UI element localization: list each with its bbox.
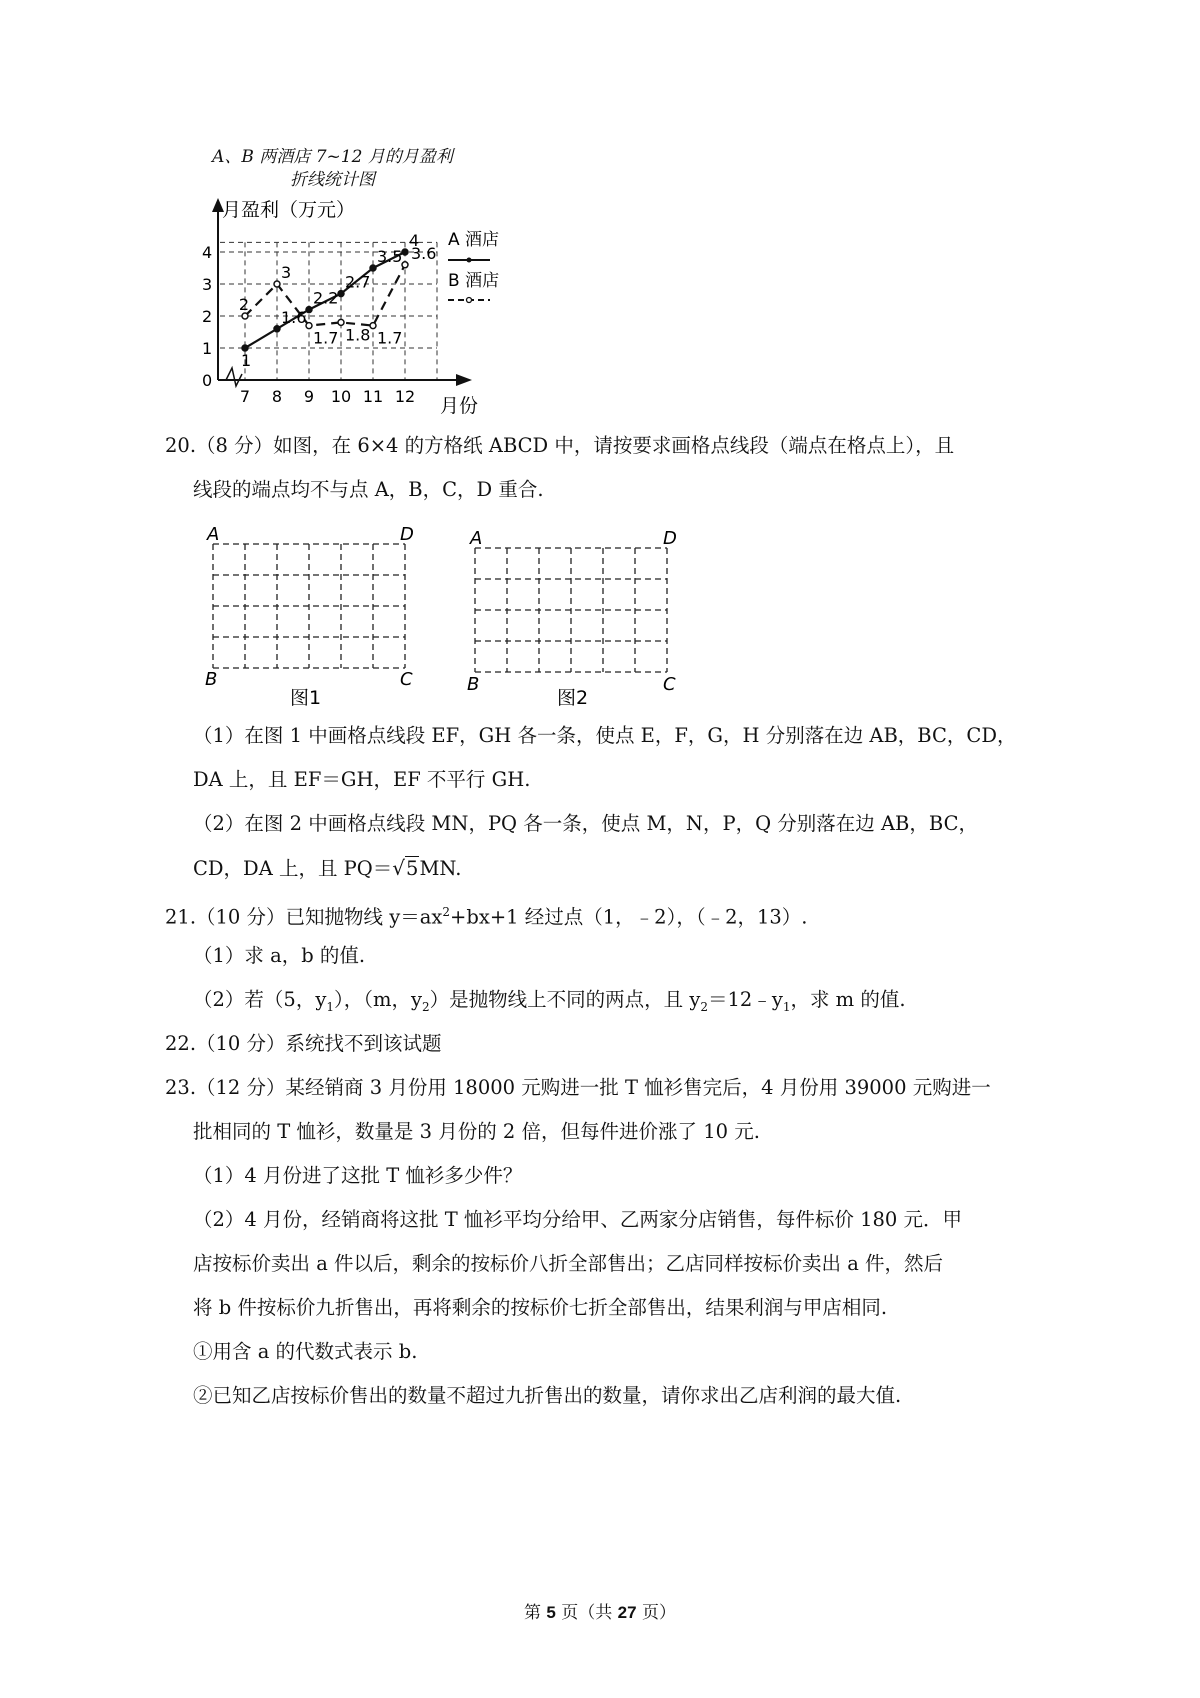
q21-part1: （1）求 a，b 的值. [193,944,366,967]
q23-part2-line3: 将 b 件按标价九折售出，再将剩余的按标价七折全部售出，结果利润与甲店相同. [193,1296,888,1319]
data-label: 3.6 [411,243,437,263]
fig1-corner-d: D [400,524,414,545]
y-tick-label: 3 [202,275,213,294]
q21-stem-b: +bx+1 经过点（1，﹣2），（﹣2，13）. [450,905,808,929]
x-tick-label: 11 [362,387,384,406]
fig2-caption: 图2 [557,687,589,709]
fig1-corner-a: A [207,524,220,545]
q20-part1-line1: （1）在图 1 中画格点线段 EF，GH 各一条，使点 E，F，G，H 分别落在边 AB，BC，CD， [193,724,1017,747]
series-b-point [274,281,280,287]
chart-title-line2: 折线统计图 [290,170,375,190]
x-tick-label: 8 [271,387,283,406]
q20-part2-text-a: CD，DA 上，且 PQ＝ [193,857,393,880]
q22-stem: 22.（10 分）系统找不到该试题 [165,1032,442,1055]
q21-p2-s4: 1 [782,999,791,1014]
series-a-point [338,291,344,297]
grid-figure-2 [460,520,700,715]
q23-part2-line2: 店按标价卖出 a 件以后，剩余的按标价八折全部售出；乙店同样按标价卖出 a 件，然后 [193,1252,944,1275]
fig2-corner-c: C [663,674,676,695]
q23-part1: （1）4 月份进了这批 T 恤衫多少件？ [193,1164,523,1187]
q23-part2-line1: （2）4 月份，经销商将这批 T 恤衫平均分给甲、乙两家分店销售，每件标价 180 元．甲 [193,1208,963,1231]
data-label: 1.7 [377,328,403,348]
legend-b-label: B 酒店 [448,271,500,291]
legend-a-label: A 酒店 [448,230,500,250]
x-axis-arrow-icon [456,374,472,386]
series-b-point [370,323,376,329]
data-label: 3.5 [377,247,403,266]
data-label: 1.6 [281,307,307,327]
q20-part2-line1: （2）在图 2 中画格点线段 MN，PQ 各一条，使点 M，N，P，Q 分别落在边 AB，BC， [193,812,978,835]
chart-title-line1: A、B 两酒店 7~12 月的月盈利 [212,147,453,167]
data-label: 3 [281,263,292,282]
q21-p2-c: ）是抛物线上不同的两点，且 y [429,988,701,1011]
q21-p2-s3: 2 [700,999,708,1014]
data-label: 4 [409,231,420,250]
series-a-point [306,307,312,313]
y-axis-label: 月盈利（万元） [222,199,356,221]
q20-stem-line2: 线段的端点均不与点 A，B，C，D 重合. [193,478,544,501]
data-label: 2.2 [313,288,339,308]
footer-prefix: 第 [523,1603,547,1623]
q23-sub1: ①用含 a 的代数式表示 b. [193,1340,418,1363]
x-tick-label: 9 [303,387,315,406]
y-tick-label: 4 [202,243,213,262]
q20-part2-text-c: MN. [419,857,462,880]
grid-figure-1 [195,520,435,715]
fig1-caption: 图1 [290,687,322,709]
sqrt-symbol: √ [392,856,406,880]
data-label: 2 [238,295,249,314]
data-label: 1 [241,351,252,370]
q21-p2-s1: 1 [326,999,334,1014]
q21-part2 [193,987,906,1020]
page-footer [0,1598,1200,1623]
fig2-grid [475,548,667,672]
legend-b-marker [467,298,472,303]
q20-part2-line2 [193,855,461,882]
q21-stem [165,899,808,931]
legend-a-marker [467,258,472,263]
x-axis-label: 月份 [440,395,479,417]
fig2-corner-d: D [663,528,677,549]
sqrt-radicand: 5 [406,857,419,880]
footer-middle: 页（共 [555,1603,618,1623]
y-tick-label: 1 [202,339,213,358]
series-b-point [402,262,408,268]
q20-part1-line2: DA 上，且 EF＝GH，EF 不平行 GH. [193,768,531,791]
axis-break-icon [226,368,242,386]
fig1-corner-b: B [205,669,218,690]
q21-p2-b: ），（m，y [333,988,422,1011]
y-tick-label: 2 [202,307,213,326]
data-label: 2.7 [345,272,371,292]
series-b-point [338,319,344,325]
q23-sub2: ②已知乙店按标价售出的数量不超过九折售出的数量，请你求出乙店利润的最大值. [193,1384,902,1407]
footer-page-number: 5 [546,1603,556,1622]
chart-legend [448,230,499,303]
q21-stem-sup: 2 [442,905,451,919]
q20-stem-line1: 20.（8 分）如图，在 6×4 的方格纸 ABCD 中，请按要求画格点线段（端点在格点上），且 [165,434,955,457]
q21-p2-e: ，求 m 的值. [790,988,906,1011]
fig1-corner-c: C [400,669,413,690]
data-label: 1.7 [313,328,339,348]
line-chart [190,190,520,420]
x-tick-label: 12 [394,387,416,406]
series-a-point [370,265,376,271]
footer-total-pages: 27 [617,1603,637,1622]
y-tick-label: 0 [202,371,213,390]
q23-stem-line1: 23.（12 分）某经销商 3 月份用 18000 元购进一批 T 恤衫售完后，4 月份用 39000 元购进一 [165,1076,991,1099]
fig1-grid [213,544,405,668]
q21-stem-a: 21.（10 分）已知抛物线 y＝ax [165,905,443,929]
data-label: 1.8 [345,325,371,345]
fig2-corner-b: B [467,674,480,695]
series-a-point [402,249,408,255]
fig2-corner-a: A [470,528,483,549]
q21-p2-d: ＝12﹣y [708,988,783,1011]
q21-p2-s2: 2 [422,999,430,1014]
q23-stem-line2: 批相同的 T 恤衫，数量是 3 月份的 2 倍，但每件进价涨了 10 元. [193,1120,760,1143]
x-tick-label: 7 [239,387,251,406]
q21-p2-a: （2）若（5，y [193,988,327,1011]
x-tick-label: 10 [330,387,352,406]
footer-suffix: 页） [636,1603,676,1623]
series-b-point [306,323,312,329]
series-a-point [274,326,280,332]
